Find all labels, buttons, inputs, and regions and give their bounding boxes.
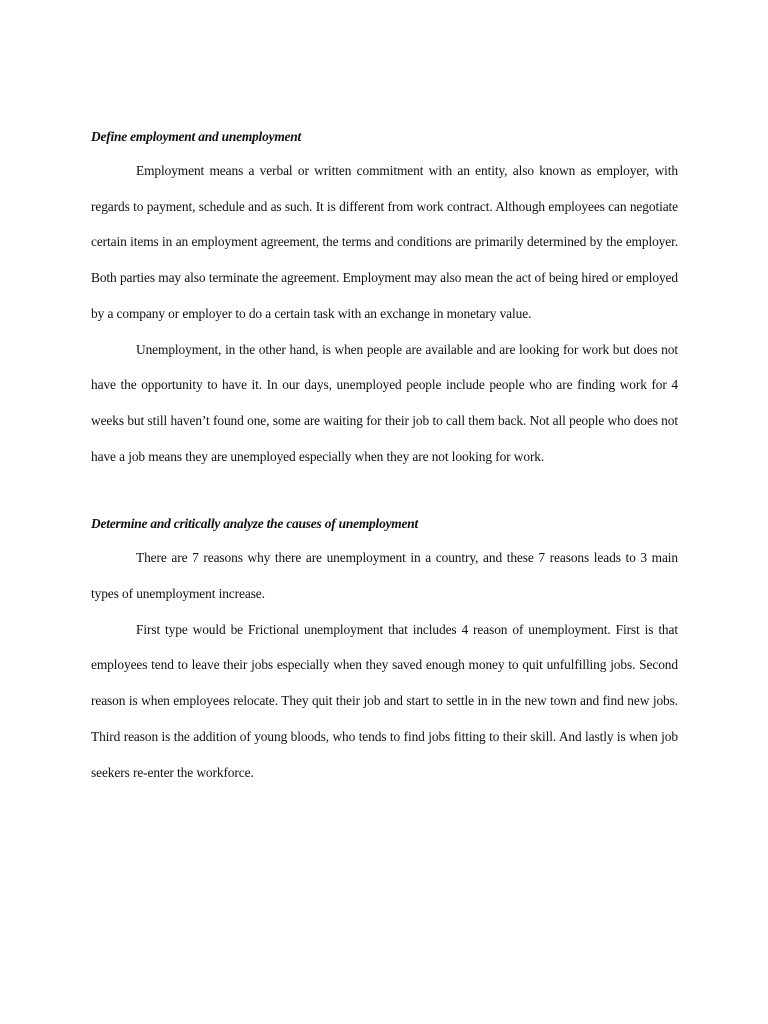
paragraph-employment-definition: Employment means a verbal or written commitment with an entity, also known as employer, with regards to payment, schedule and as such. It is different from work contract. Although employees can negotiate certain items in an employment agreement, the terms and conditions are primarily determined by the employer. Both parties may also terminate the agreement. Employment may also mean the act of being hired or employed by a company or employer to do a certain task with an exchange in monetary value. [91, 163, 678, 321]
section-spacer [91, 474, 678, 509]
paragraph-frictional-unemployment: First type would be Frictional unemployment that includes 4 reason of unemployment. First is that employees tend to leave their jobs especially when they saved enough money to quit unfulfilling jobs. Second reason is when employees relocate. They quit their job and start to settle in in the new town and find new jobs. Third reason is the addition of young bloods, who tends to find jobs fitting to their skill. And lastly is when job seekers re-enter the workforce. [91, 621, 678, 780]
section-heading-causes: Determine and critically analyze the causes of unemployment [91, 516, 419, 532]
paragraph-unemployment-definition: Unemployment, in the other hand, is when people are available and are looking for work but does not have the opportunity to have it. In our days, unemployed people include people who are finding work for 4 weeks but still haven’t found one, some are waiting for their job to call them back. Not all people who does not have a job means they are unemployed especially when they are not looking for work. [91, 341, 678, 464]
document-body [91, 122, 678, 790]
paragraph-seven-reasons: There are 7 reasons why there are unemployment in a country, and these 7 reasons leads to 3 main types of unemployment increase. [91, 550, 678, 602]
section-heading-definitions: Define employment and unemployment [91, 129, 302, 144]
